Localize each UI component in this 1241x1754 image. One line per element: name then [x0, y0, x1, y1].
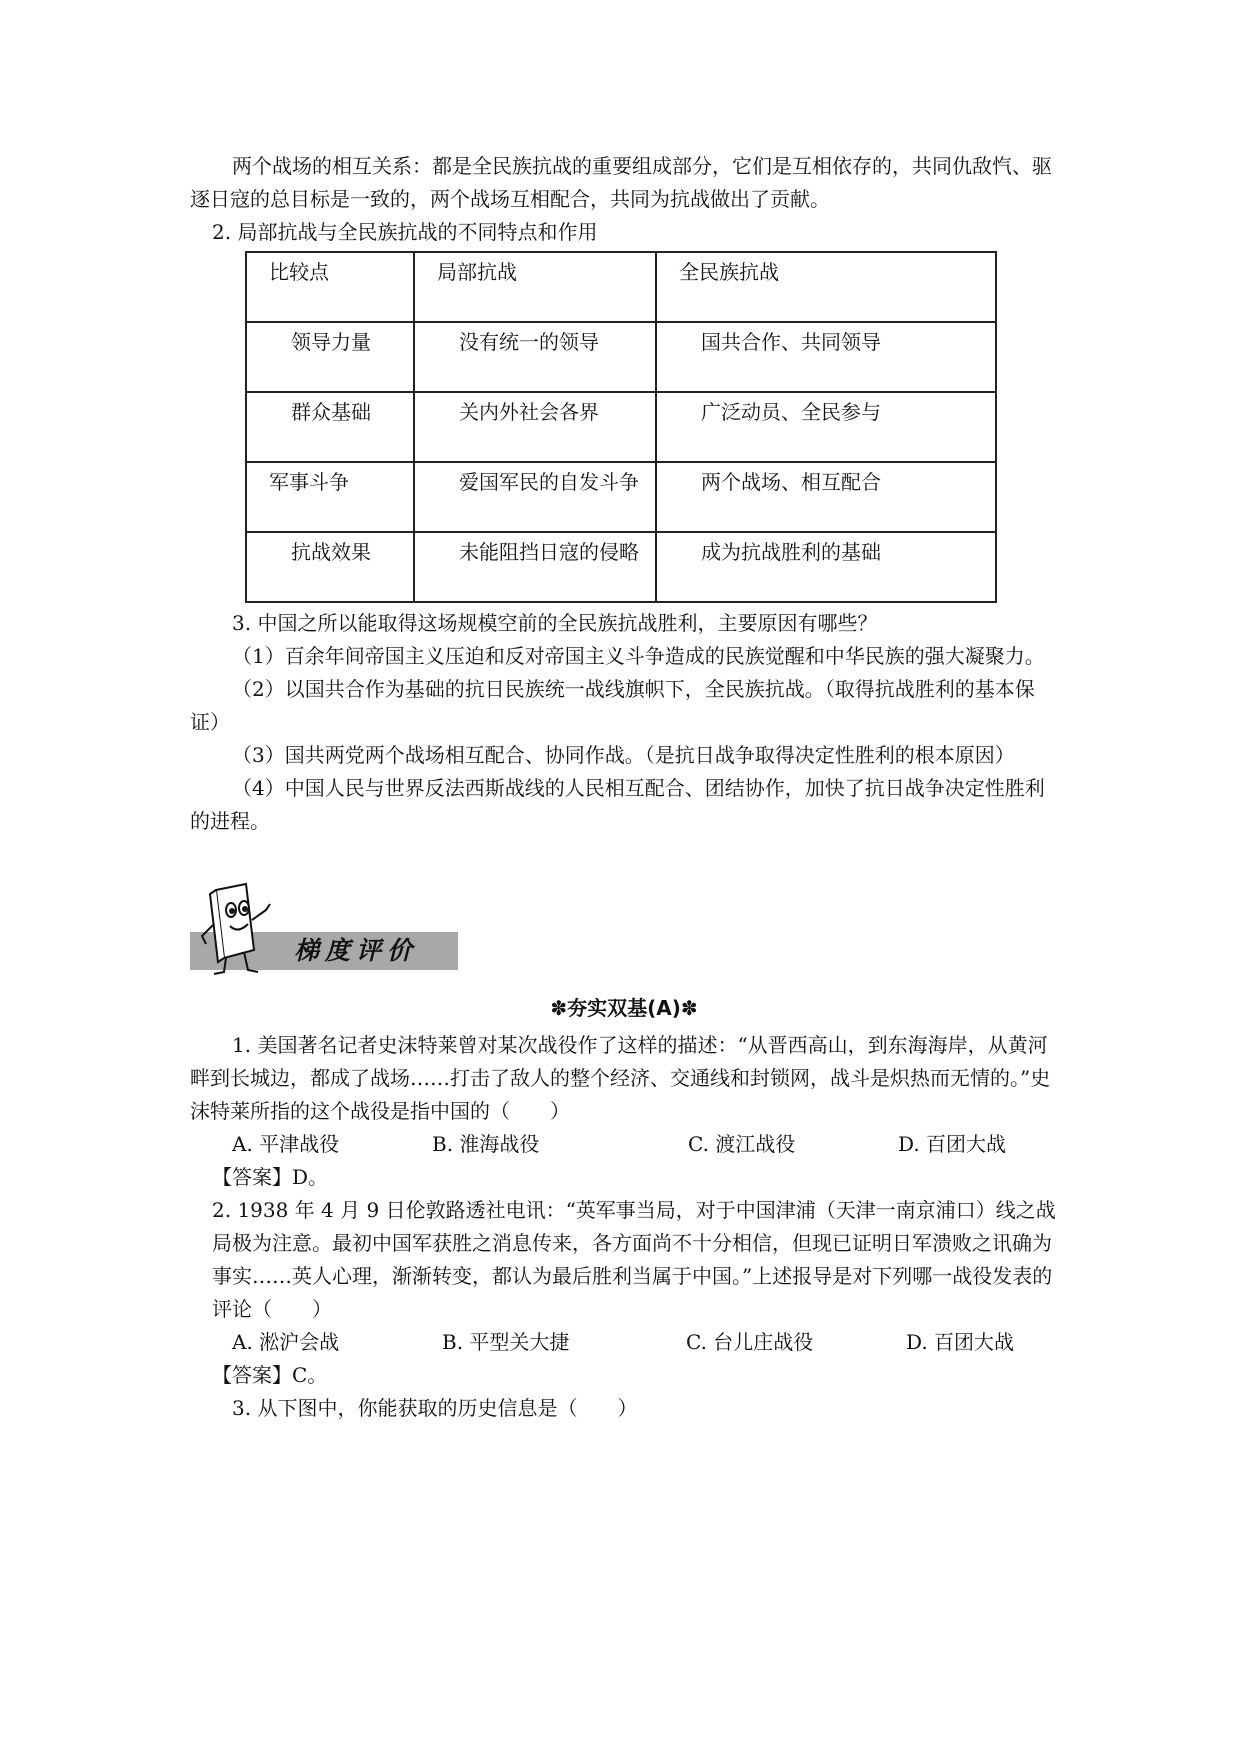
- table-row: [246, 322, 996, 392]
- question-stem: 2. 1938 年 4 月 9 日伦敦路透社电讯：“英军事当局，对于中国津浦（天津一南京浦口）线之战局极为注意。最初中国军获胜之消息传来，各方面尚不十分相信，但现已证明日军溃败之讯确为事实……英人心理，渐渐转变，都认为最后胜利当属于中国。”上述报导是对下列哪一战役发表的评论（ ）: [212, 1198, 1056, 1321]
- table-header-cell: 比较点: [246, 252, 414, 322]
- table-header-cell: 局部抗战: [414, 252, 656, 322]
- option-b: B. 平型关大捷: [442, 1330, 570, 1354]
- section-title: ✽夯实双基(A)✽: [550, 996, 698, 1020]
- table-cell: 领导力量: [246, 322, 414, 392]
- table-cell: 军事斗争: [246, 462, 414, 532]
- table-cell: 关内外社会各界: [414, 392, 656, 462]
- question-stem: 1. 美国著名记者史沫特莱曾对某次战役作了这样的描述：“从晋西高山，到东海海岸，从黄河畔到长城边，都成了战场……打击了敌人的整个经济、交通线和封锁网，战斗是炽热而无情的。”史沫特莱所指的这个战役是指中国的（ ）: [190, 1033, 1051, 1123]
- paragraph-battlefield-relation: 两个战场的相互关系：都是全民族抗战的重要组成部分，它们是互相依存的，共同仇敌忾、驱逐日寇的总目标是一致的，两个战场互相配合，共同为抗战做出了贡献。: [190, 154, 1052, 211]
- reason-item: （3）国共两党两个战场相互配合、协同作战。（是抗日战争取得决定性胜利的根本原因）: [232, 743, 1015, 767]
- table-cell: 抗战效果: [246, 532, 414, 602]
- table-cell: 成为抗战胜利的基础: [656, 532, 996, 602]
- table-header-cell: 全民族抗战: [656, 252, 996, 322]
- option-c: C. 渡江战役: [688, 1132, 796, 1156]
- section-banner: [190, 880, 458, 976]
- option-c: C. 台儿庄战役: [686, 1330, 814, 1354]
- table-cell: 国共合作、共同领导: [656, 322, 996, 392]
- table-cell: 两个战场、相互配合: [656, 462, 996, 532]
- reason-item: （1）百余年间帝国主义压迫和反对帝国主义斗争造成的民族觉醒和中华民族的强大凝聚力。: [232, 644, 1045, 668]
- answer-text: 【答案】C。: [212, 1363, 328, 1387]
- table-row: [246, 532, 996, 602]
- answer-text: 【答案】D。: [212, 1165, 329, 1189]
- reason-item: （4）中国人民与世界反法西斯战线的人民相互配合、团结协作，加快了抗日战争决定性胜利的进程。: [190, 776, 1045, 833]
- option-a: A. 平津战役: [232, 1132, 340, 1156]
- table-cell: 广泛动员、全民参与: [656, 392, 996, 462]
- table-cell: 群众基础: [246, 392, 414, 462]
- table-header-row: [246, 252, 996, 322]
- banner-title: 梯度评价: [294, 936, 419, 965]
- question-options: [190, 1326, 1058, 1359]
- heading-comparison: 2. 局部抗战与全民族抗战的不同特点和作用: [212, 220, 598, 244]
- table-row: [246, 462, 996, 532]
- table-row: [246, 392, 996, 462]
- reason-item: （2）以国共合作为基础的抗日民族统一战线旗帜下，全民族抗战。（取得抗战胜利的基本保证）: [190, 677, 1035, 734]
- option-a: A. 淞沪会战: [232, 1330, 340, 1354]
- table-cell: 未能阻挡日寇的侵略: [414, 532, 656, 602]
- option-d: D. 百团大战: [906, 1330, 1015, 1354]
- table-cell: 爱国军民的自发斗争: [414, 462, 656, 532]
- comparison-table: [245, 251, 997, 603]
- question-stem: 3. 从下图中，你能获取的历史信息是（ ）: [232, 1396, 638, 1420]
- option-d: D. 百团大战: [898, 1132, 1007, 1156]
- table-cell: 没有统一的领导: [414, 322, 656, 392]
- option-b: B. 淮海战役: [432, 1132, 540, 1156]
- question-victory-reasons: 3. 中国之所以能取得这场规模空前的全民族抗战胜利，主要原因有哪些？: [232, 611, 878, 635]
- document-content: [190, 150, 1058, 1425]
- question-options: [190, 1128, 1058, 1161]
- book-mascot-icon: [194, 880, 284, 976]
